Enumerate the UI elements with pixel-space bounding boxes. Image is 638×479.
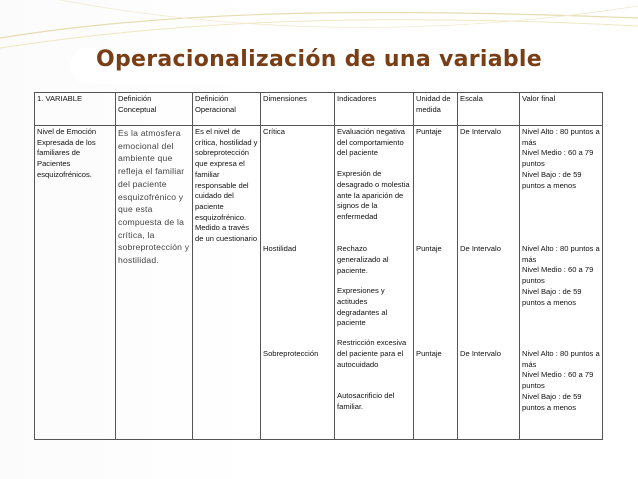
value-line: Nivel Bajo : de 59 puntos a menos	[522, 169, 582, 190]
unit-text: Puntaje	[416, 127, 442, 136]
slide-title: Operacionalización de una variable	[95, 47, 542, 72]
indicator-text: Rechazo generalizado al paciente.	[337, 244, 389, 275]
operationalization-table	[34, 92, 603, 440]
unit-text: Puntaje	[416, 244, 442, 253]
operational-text: Es el nivel de crítica, hostilidad y sobreprotección que expresa el familiar responsable del cuidado del paciente esquizofrénico. Medido a través de un cuestionario	[195, 127, 258, 244]
value-line: Nivel Medio : 60 a 79 puntos	[522, 148, 594, 169]
header-scale: Escala	[458, 93, 520, 126]
dimension-hostilidad: Hostilidad	[263, 244, 297, 253]
value-line: Nivel Alto : 80 puntos a más	[522, 127, 600, 147]
cell-variable	[35, 126, 116, 440]
header-operational: Definición Operacional	[193, 93, 261, 126]
value-group	[522, 127, 600, 244]
unit-text: Puntaje	[416, 349, 442, 358]
header-unit: Unidad de medida	[414, 93, 458, 126]
indicator-text: Autosacrificio del familiar.	[337, 391, 395, 412]
cell-unit	[414, 126, 458, 440]
header-indicators: Indicadores	[335, 93, 414, 126]
value-line: Nivel Bajo : de 59 puntos a menos	[522, 286, 582, 307]
value-line: Nivel Medio : 60 a 79 puntos	[522, 265, 594, 286]
scale-text: De Intervalo	[460, 349, 501, 358]
cell-dimensions	[261, 126, 335, 440]
indicator-text: Expresiones y actitudes degradantes al paciente	[337, 286, 388, 328]
dimension-sobreproteccion: Sobreprotección	[263, 349, 319, 358]
cell-final-value	[520, 126, 603, 440]
header-conceptual: Definición Conceptual	[116, 93, 193, 126]
scale-text: De Intervalo	[460, 244, 501, 253]
value-line: Nivel Alto : 80 puntos a más	[522, 244, 600, 264]
cell-scale	[458, 126, 520, 440]
variable-text: Nivel de Emoción Expresada de los familiares de Pacientes esquizofrénicos.	[37, 127, 97, 179]
value-group	[522, 244, 600, 349]
value-group	[522, 349, 600, 413]
value-line: Nivel Alto : 80 puntos a más	[522, 349, 600, 369]
header-final-value: Valor final	[520, 93, 603, 126]
cell-operational	[193, 126, 261, 440]
header-variable: 1. VARIABLE	[35, 93, 116, 126]
cell-conceptual	[116, 126, 193, 440]
indicator-text: Evaluación negativa del comportamiento del paciente	[337, 127, 405, 158]
dimension-critica: Crítica	[263, 127, 285, 136]
conceptual-text: Es la atmosfera emocional del ambiente que refleja el familiar del paciente esquizofrénico y que esta compuesta de la crítica, la sobreprotección y hostilidad.	[118, 128, 190, 266]
indicator-text: Expresión de desagrado o molestia ante la aparición de signos de la enfermedad	[337, 169, 410, 221]
value-line: Nivel Medio : 60 a 79 puntos	[522, 370, 594, 391]
value-line: Nivel Bajo : de 59 puntos a menos	[522, 391, 582, 412]
header-dimensions: Dimensiones	[261, 93, 335, 126]
cell-indicators	[335, 126, 414, 440]
scale-text: De Intervalo	[460, 127, 501, 136]
table-header-row	[35, 93, 603, 126]
table-row	[35, 126, 603, 440]
indicator-text: Restricción excesiva del paciente para el autocuidado	[337, 338, 407, 369]
